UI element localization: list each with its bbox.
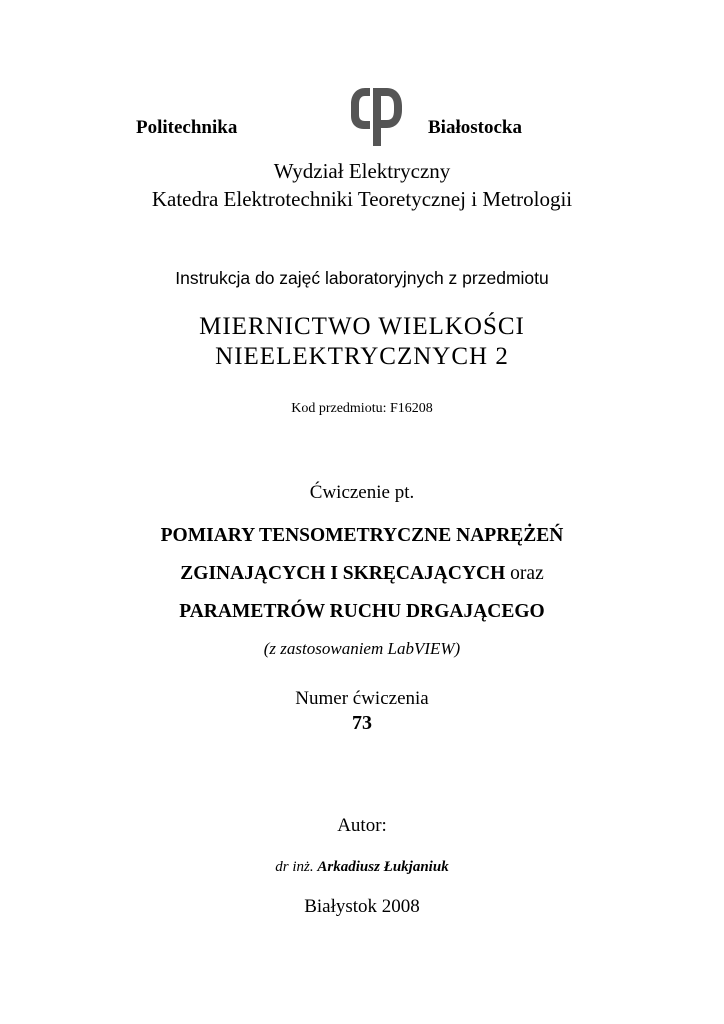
exercise-subtitle: (z zastosowaniem LabVIEW) bbox=[263, 639, 461, 658]
faculty-name: Wydział Elektryczny bbox=[273, 159, 451, 183]
university-name-right: Białostocka bbox=[428, 117, 522, 138]
place-date: Białystok 2008 bbox=[304, 896, 420, 917]
course-code: Kod przedmiotu: F16208 bbox=[291, 401, 433, 416]
course-title-line2: NIEELEKTRYCZNYCH 2 bbox=[215, 343, 509, 370]
exercise-title-line3: PARAMETRÓW RUCHU DRGAJĄCEGO bbox=[179, 601, 545, 622]
chair-name: Katedra Elektrotechniki Teoretycznej i Metrologii bbox=[151, 187, 573, 211]
exercise-title-line2-bold: ZGINAJĄCYCH I SKRĘCAJĄCYCH bbox=[180, 563, 506, 584]
exercise-label: Ćwiczenie pt. bbox=[309, 482, 415, 503]
course-title-line1: MIERNICTWO WIELKOŚCI bbox=[199, 313, 525, 340]
university-name-left: Politechnika bbox=[136, 117, 238, 138]
exercise-title-line2 bbox=[0, 563, 724, 585]
exercise-title-line2-normal: oraz bbox=[505, 563, 544, 584]
author-label: Autor: bbox=[337, 815, 387, 836]
university-logo bbox=[343, 84, 409, 150]
author-title: dr inż. bbox=[275, 859, 318, 875]
instruction-line: Instrukcja do zajęć laboratoryjnych z przedmiotu bbox=[175, 268, 549, 288]
author-line bbox=[0, 859, 724, 876]
exercise-number: 73 bbox=[352, 712, 372, 734]
exercise-title-line1: POMIARY TENSOMETRYCZNE NAPRĘŻEŃ bbox=[160, 525, 564, 546]
author-name: Arkadiusz Łukjaniuk bbox=[317, 859, 449, 875]
exercise-number-label: Numer ćwiczenia bbox=[295, 688, 429, 709]
